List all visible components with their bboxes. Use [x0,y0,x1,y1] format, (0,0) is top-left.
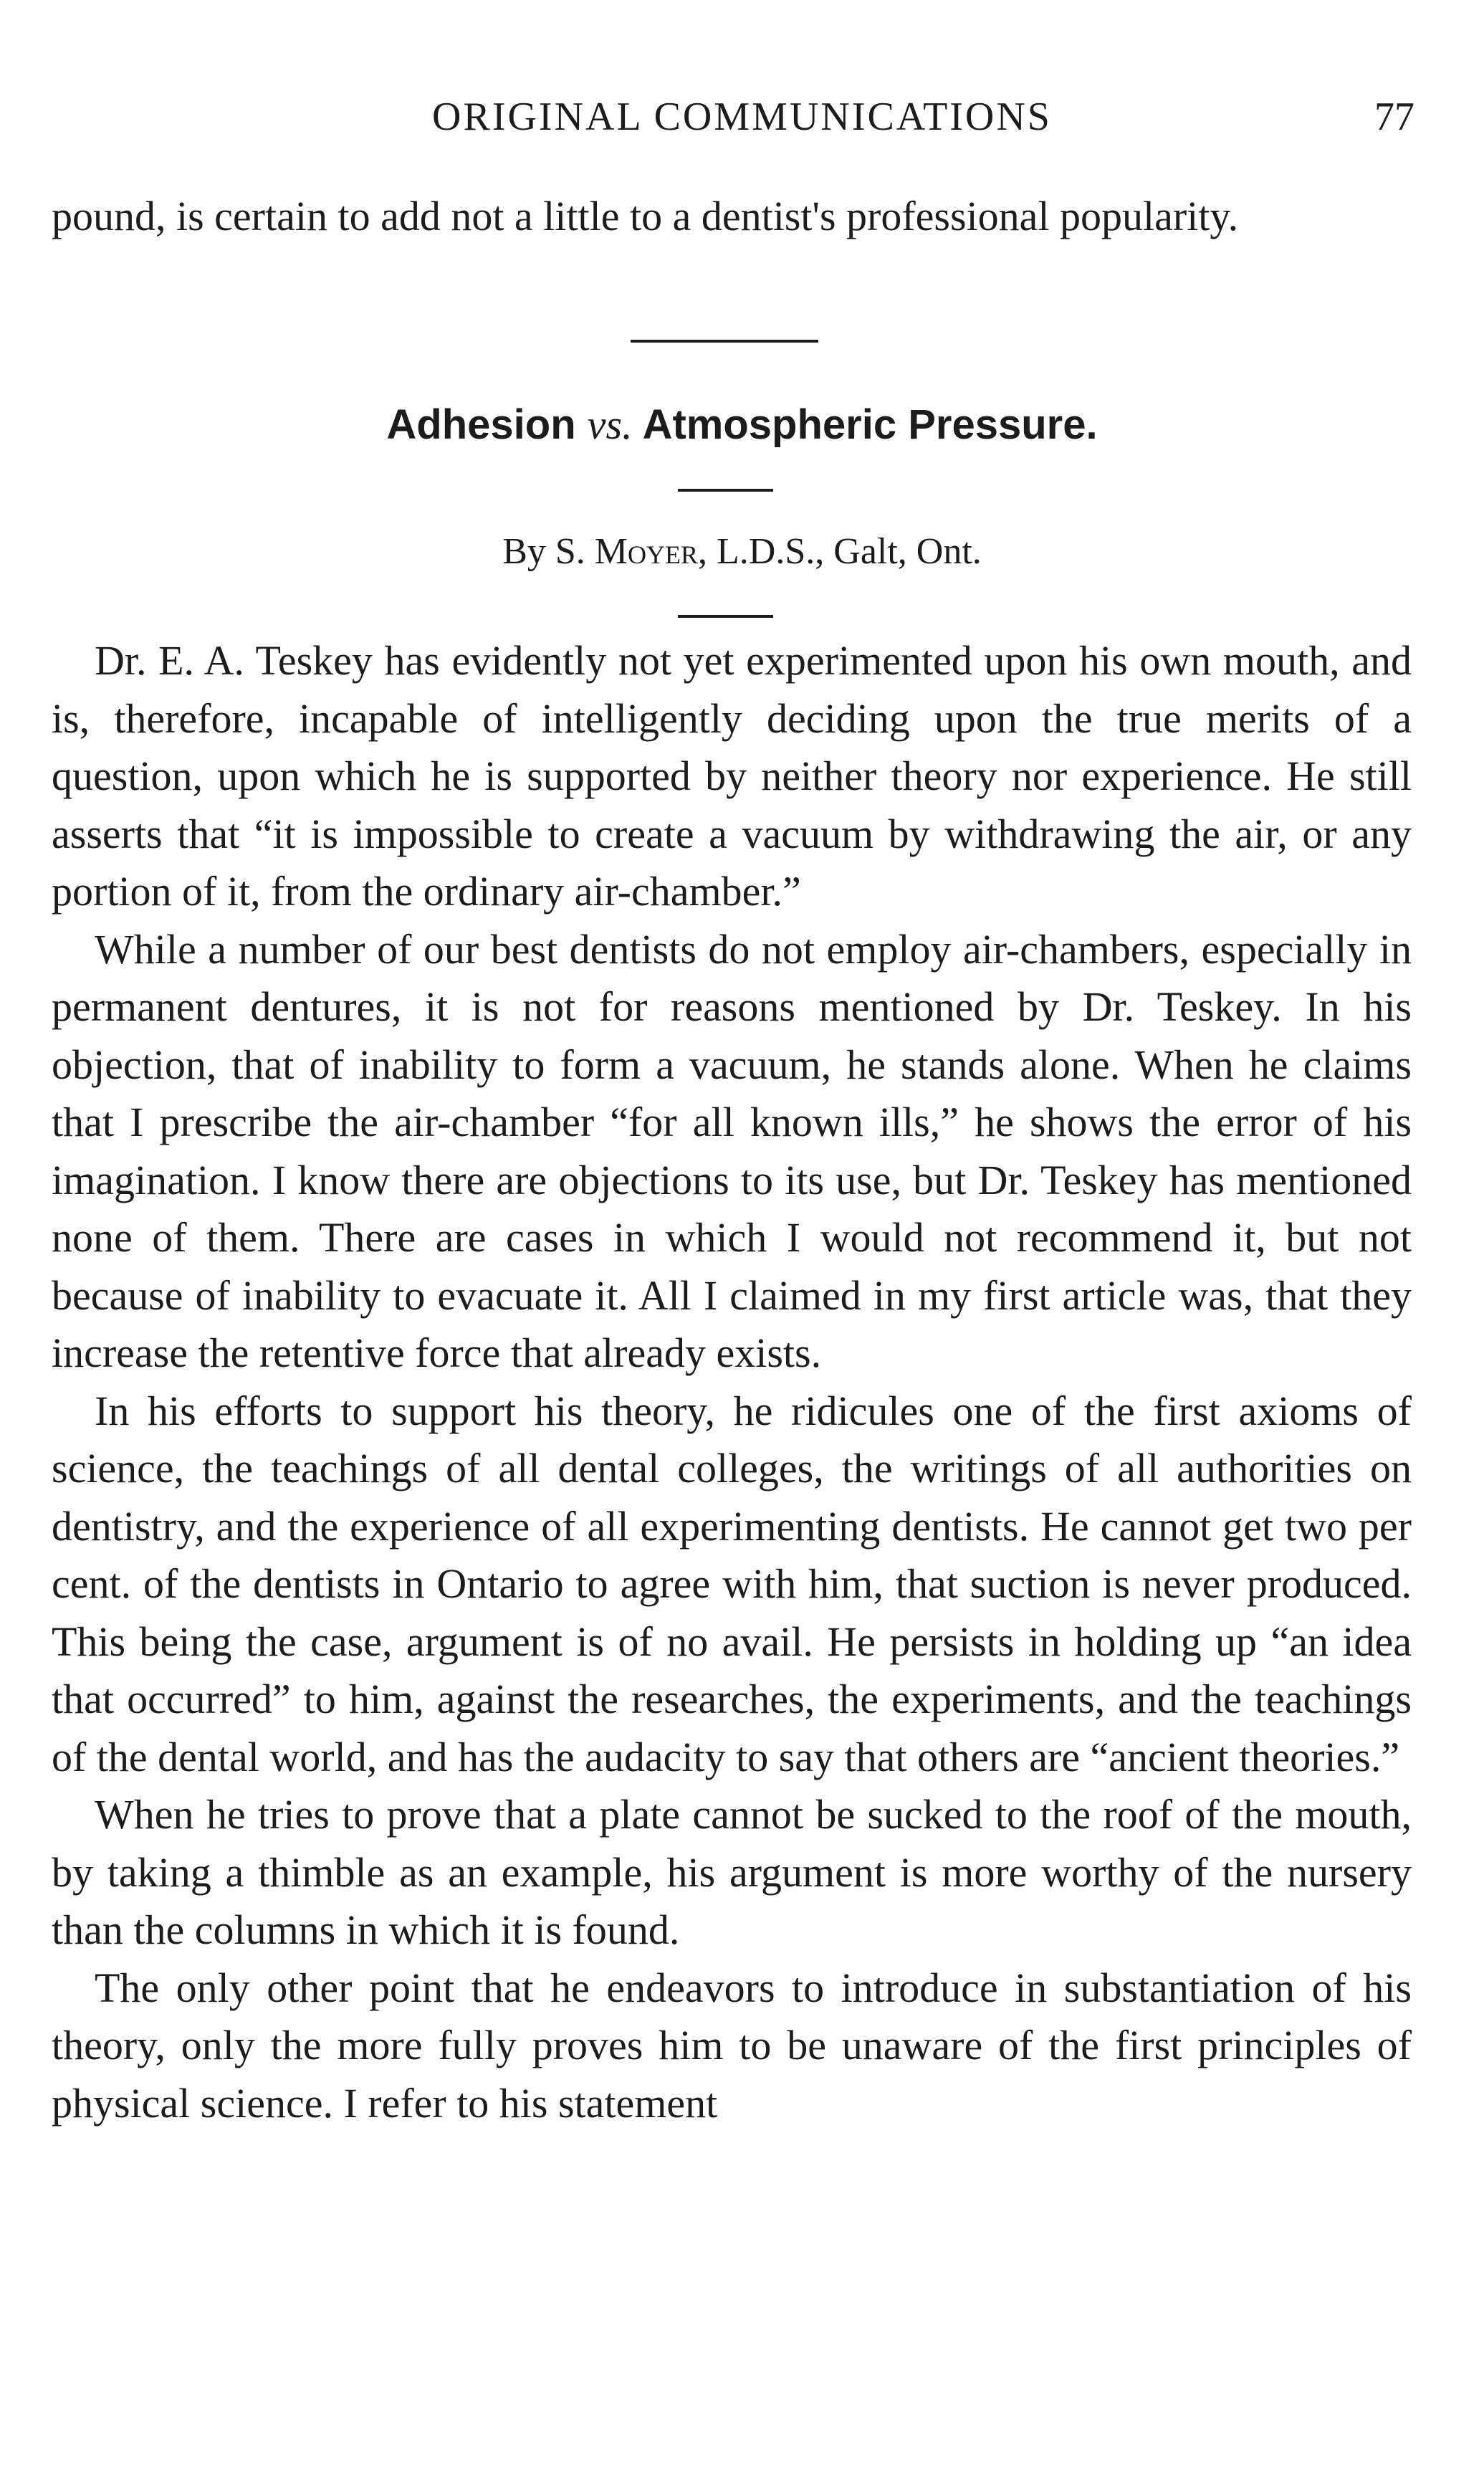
article-title-vs: vs. [587,401,633,448]
section-divider [631,340,818,343]
paragraph-3: In his efforts to support his theory, he ridicules one of the first axioms of science, the teachings of all dental colleges, the writings of all authorities on dentistry, and the experience of all experimenting dentists. He cannot get two per cent. of the dentists in Ontario to agree with him, that suction is never produced. This being the case, argument is of no avail. He persists in holding up “an idea that occurred” to him, against the researches, the experiments, and the teachings of the dental world, and has the audacity to say that others are “ancient theories.” [52,1387,1412,1780]
paragraph-4: When he tries to prove that a plate cannot be sucked to the roof of the mouth, by taking a thimble as an example, his argument is more worthy of the nursery than the columns in which it is found. [52,1791,1412,1953]
running-head [0,85,1484,149]
article-title [0,393,1484,457]
continuation-text [52,188,1412,246]
paragraph-2: While a number of our best dentists do not employ air-chambers, especially in permanent dentures, it is not for reasons mentioned by Dr. Teskey. In his objection, that of inability to form a vacuum, he stands alone. When he claims that I prescribe the air-chamber “for all known ills,” he shows the error of his imagination. I know there are objections to its use, but Dr. Teskey has mentioned none of them. There are cases in which I would not recommend it, but not because of inability to evacuate it. All I claimed in my first article was, that they increase the retentive force that already exists. [52,925,1412,1376]
byline-author: Moyer, [594,531,708,572]
byline-credentials: L.D.S., Galt, Ont. [717,531,982,572]
byline [0,523,1484,581]
byline-divider [678,615,773,618]
title-divider [678,489,773,492]
article-title-part2: Atmospheric Pressure. [642,401,1098,448]
continuation-paragraph: pound, is certain to add not a little to a dentist's professional popularity. [52,193,1239,239]
byline-by: By S. [502,531,585,572]
article-title-part1: Adhesion [386,401,576,448]
running-title: ORIGINAL COMMUNICATIONS [432,95,1052,139]
page-number: 77 [1374,95,1414,139]
paragraph-1: Dr. E. A. Teskey has evidently not yet experimented upon his own mouth, and is, therefore, incapable of intelligently deciding upon the true merits of a question, upon which he is supported by neither theory nor experience. He still asserts that “it is impossible to create a vacuum by withdrawing the air, or any portion of it, from the ordinary air-chamber.” [52,637,1412,915]
article-body [52,632,1412,2132]
paragraph-5: The only other point that he endeavors to introduce in substantiation of his theory, only the more fully proves him to be unaware of the first principles of physical science. I refer to his statement [52,1964,1412,2127]
